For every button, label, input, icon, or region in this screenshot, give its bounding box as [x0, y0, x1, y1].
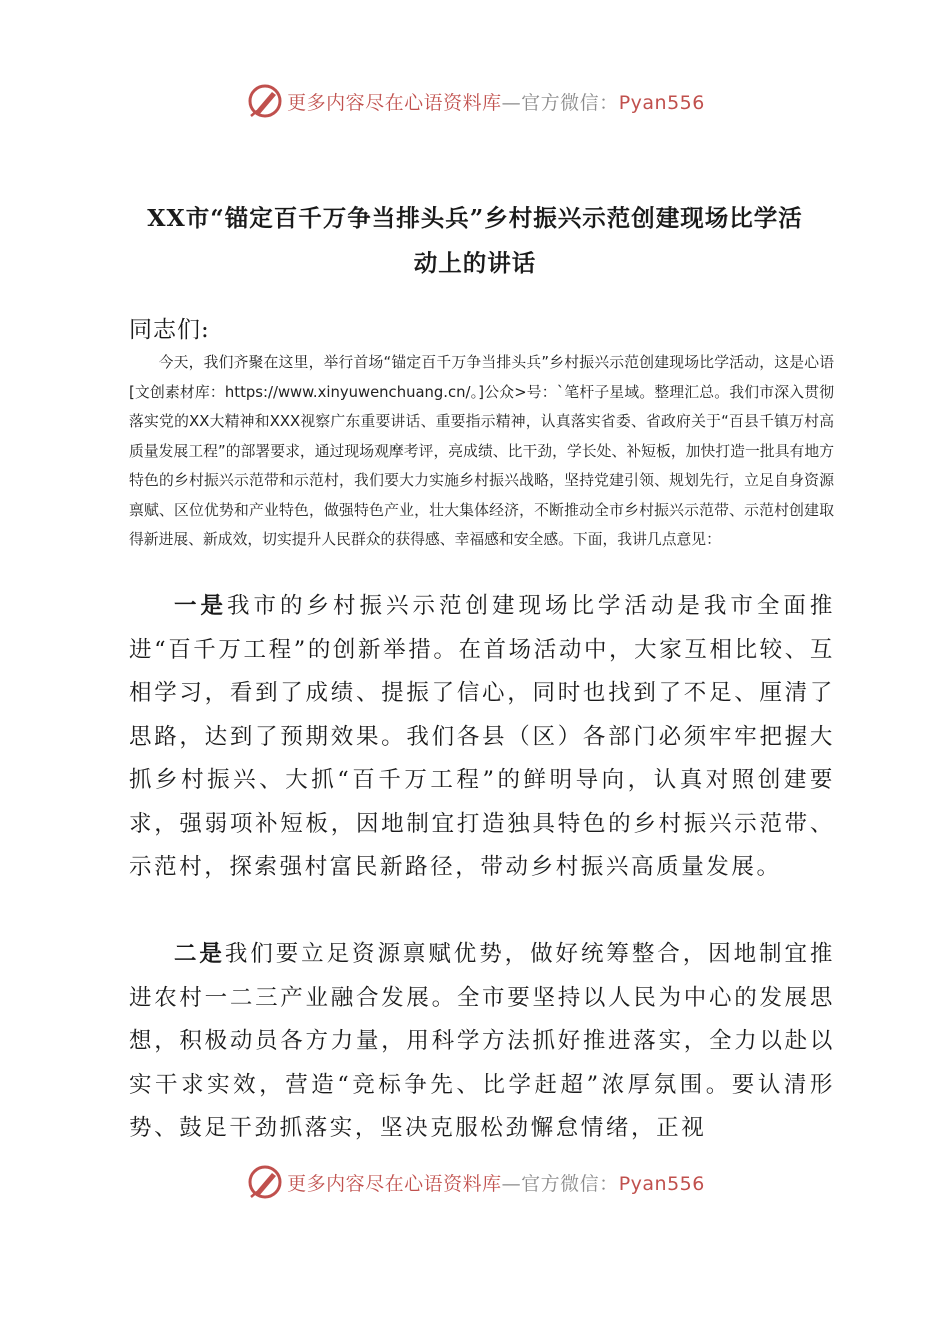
document-title — [120, 196, 830, 286]
point-2-paragraph — [129, 933, 835, 1151]
banner-part2: —官方微信： — [501, 91, 619, 114]
title-line-1: XX市“锚定百千万争当排头兵”乡村振兴示范创建现场比学活 — [147, 204, 803, 232]
salutation: 同志们: — [129, 317, 210, 343]
banner-part2: —官方微信： — [501, 1172, 619, 1195]
point-1-lead: 一是 — [174, 593, 227, 619]
banner-part1: 更多内容尽在心语资料库 — [287, 1172, 502, 1195]
pen-logo-icon — [245, 1162, 285, 1202]
point-1-text: 我市的乡村振兴示范创建现场比学活动是我市全面推进“百千万工程”的创新举措。在首场活动中，大家互相比较、互相学习，看到了成绩、提振了信心，同时也找到了不足、厘清了思路，达到了预期效果。我们各县（区）各部门必须牢牢把握大抓乡村振兴、大抓“百千万工程”的鲜明导向，认真对照创建要求，强弱项补短板，因地制宜打造独具特色的乡村振兴示范带、示范村，探索强村富民新路径，带动乡村振兴高质量发展。 — [129, 593, 835, 880]
footer-banner — [0, 1160, 950, 1204]
intro-text: 今天，我们齐聚在这里，举行首场“锚定百千万争当排头兵”乡村振兴示范创建现场比学活动，这是心语[文创素材库：https://www.xinyuwenchuang.cn/。]公众>号：`笔杆子星域。整理汇总。我们市深入贯彻落实党的XX大精神和XXX视察广东重要讲话、重要指示精神，认真落实省委、省政府关于“百县千镇万村高质量发展工程”的部署要求，通过现场观摩考评，亮成绩、比干劲，学长处、补短板，加快打造一批具有地方特色的乡村振兴示范带和示范村，我们要大力实施乡村振兴战略，坚持党建引领、规划先行，立足自身资源禀赋、区位优势和产业特色，做强特色产业，壮大集体经济，不断推动全市乡村振兴示范带、示范村创建取得新进展、新成效，切实提升人民群众的获得感、幸福感和安全感。下面，我讲几点意见： — [129, 354, 834, 548]
title-line-2: 动上的讲话 — [413, 249, 537, 277]
point-2-lead: 二是 — [174, 941, 225, 967]
pen-logo-icon — [245, 81, 285, 121]
banner-wechat-id: Pyan556 — [618, 1172, 705, 1195]
intro-paragraph — [129, 348, 834, 555]
point-1-paragraph — [129, 585, 835, 890]
point-2-text: 我们要立足资源禀赋优势，做好统筹整合，因地制宜推进农村一二三产业融合发展。全市要坚持以人民为中心的发展思想，积极动员各方力量，用科学方法抓好推进落实，全力以赴以实干求实效，营造“竞标争先、比学赶超”浓厚氛围。要认清形势、鼓足干劲抓落实，坚决克服松劲懈怠情绪，正视 — [129, 941, 835, 1141]
header-banner — [0, 79, 950, 123]
banner-text — [287, 1169, 705, 1196]
banner-text — [287, 88, 705, 115]
banner-part1: 更多内容尽在心语资料库 — [287, 91, 502, 114]
banner-wechat-id: Pyan556 — [618, 91, 705, 114]
